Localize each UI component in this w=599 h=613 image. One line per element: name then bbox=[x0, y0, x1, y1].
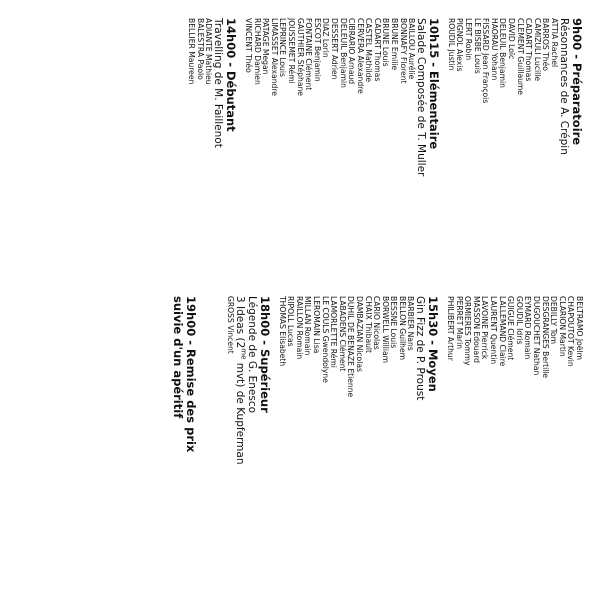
session-piece: Résonnances de A. Crépin bbox=[558, 18, 570, 155]
right-column bbox=[171, 296, 583, 596]
student-name: RICHARD Damien bbox=[252, 18, 262, 85]
session-moyen bbox=[277, 296, 440, 596]
student-name: BRUNE Louis bbox=[381, 18, 391, 67]
student-name: DESSERT Adrien bbox=[329, 18, 339, 80]
student-name: GROSS Vincent bbox=[226, 296, 235, 354]
student-name: BESSNE Louis bbox=[389, 296, 399, 349]
student-name: GOUDIL Idris bbox=[514, 296, 524, 345]
student-list bbox=[446, 18, 558, 318]
student-name: BONNAFY Florent bbox=[398, 18, 408, 84]
session-heading: 18h00 - Supérieur bbox=[258, 296, 272, 413]
student-name: CARIO Nicolas bbox=[372, 296, 382, 350]
student-name: BALESTRA Paolo bbox=[195, 18, 205, 80]
student-name: DAMBAZIAN Nicolas bbox=[354, 296, 364, 372]
student-name: DIAZ Lorin bbox=[321, 18, 331, 58]
student-name: FONTAINE Clément bbox=[304, 18, 314, 91]
student-name: BELTRAMO Joëlm bbox=[575, 296, 584, 361]
student-name: HAORAU Yohann bbox=[489, 18, 499, 81]
student-name: CIBRARIO Arnaud bbox=[347, 18, 357, 85]
student-name: CLARION Martin bbox=[557, 296, 567, 357]
student-list bbox=[187, 18, 213, 318]
student-name: DUHIL DE BENAZE Etienne bbox=[346, 296, 356, 398]
session-piece: Salade Composée de T. Muller bbox=[415, 18, 428, 177]
student-name: RIPOLL Lucas bbox=[286, 296, 296, 347]
student-name: ORMIERES Tommy bbox=[463, 296, 473, 366]
student-name: CHAIX Thibault bbox=[363, 296, 373, 353]
student-name: LAVOINE Pierrick bbox=[480, 296, 490, 360]
student-name: THOMAS Elisabeth bbox=[277, 296, 287, 367]
session-heading: 15h30 - Moyen bbox=[426, 296, 441, 392]
session-piece: 3 Ideas ($2^{me}$ mvt) de Kupferman bbox=[234, 296, 248, 465]
finale-line: 19h00 - Remise des prix bbox=[184, 296, 199, 453]
student-name: LALLEMAND Claire bbox=[497, 296, 507, 367]
student-name: RAILLON Romain bbox=[294, 296, 304, 360]
student-name: LE BISBE Louis bbox=[472, 18, 482, 74]
student-name: CADART Thomas bbox=[372, 18, 382, 82]
student-name: BELLON Guilhem bbox=[397, 296, 407, 361]
student-name: CERVERA Alexandre bbox=[355, 18, 365, 94]
student-name: FISSARD Jean François bbox=[481, 18, 491, 104]
session-elementaire bbox=[243, 18, 440, 318]
student-name: CADART Thomas bbox=[524, 18, 534, 82]
finale-line: suivie d'un apéritif bbox=[171, 296, 186, 419]
student-name: ROUDIL Justin bbox=[446, 18, 456, 71]
student-name: DAVID Loïc bbox=[507, 18, 517, 60]
student-name: CASTEL Mathilde bbox=[364, 18, 374, 83]
student-name: GUIGUE Clément bbox=[506, 296, 516, 361]
session-piece: Travelling de M. Faillenot bbox=[212, 18, 225, 148]
student-name: LABADENS Clément bbox=[337, 296, 347, 372]
student-name: CAMIZULI Lucille bbox=[532, 18, 542, 82]
student-name: PIGNOL Alexis bbox=[455, 18, 465, 72]
session-piece: Légende de G. Enesco bbox=[246, 296, 258, 414]
student-name: MILLAN Romain bbox=[303, 296, 313, 356]
closing-announcement bbox=[171, 296, 197, 596]
student-name: ATTIA Rachel bbox=[550, 18, 559, 68]
student-name: LE COULS Gwendolyne bbox=[320, 296, 330, 383]
student-list-continued bbox=[446, 296, 584, 596]
student-name: BARROS Théo bbox=[541, 18, 551, 71]
session-piece: Gin Fizz de P. Proust bbox=[414, 296, 427, 401]
student-list bbox=[243, 18, 415, 318]
student-name: LAURENT Quentin bbox=[489, 296, 499, 365]
student-name: PATAGE Megan bbox=[261, 18, 271, 75]
left-column bbox=[181, 18, 583, 318]
student-list bbox=[225, 296, 234, 596]
student-name: ADIANTE Mathieu bbox=[204, 18, 214, 85]
student-name: DUGOUCHET Nathan bbox=[532, 296, 542, 376]
student-name: BARBIER Nans bbox=[406, 296, 416, 351]
student-name: DEBILLY Tom bbox=[549, 296, 559, 344]
student-name: LIMASSET Alexandre bbox=[269, 18, 279, 96]
student-name: LEPRINCE Louis bbox=[278, 18, 288, 77]
student-name: LERT Robin bbox=[464, 18, 474, 61]
student-name: ESCOT Benjamin bbox=[312, 18, 322, 82]
student-name: BELLIER Maureen bbox=[187, 18, 197, 85]
student-name: JOUSSEMET Rémi bbox=[286, 18, 296, 84]
student-name: BAILLOU Aurélie bbox=[407, 18, 417, 80]
student-name: DESGRANGES Bertille bbox=[540, 296, 550, 379]
session-heading: 14h00 - Débutant bbox=[224, 18, 239, 132]
student-name: PHILIBERT Arthur bbox=[446, 296, 456, 361]
student-name: CHAPOUTOT Kevin bbox=[566, 296, 576, 367]
session-debutant bbox=[187, 18, 238, 318]
student-list bbox=[277, 296, 415, 596]
session-superieur bbox=[225, 296, 271, 596]
student-name: BORWELL William bbox=[380, 296, 390, 364]
session-heading: 9h00 - Préparatoire bbox=[570, 18, 584, 146]
student-name: BRUNE Emilie bbox=[390, 18, 400, 71]
student-name: PERRET Marin bbox=[454, 296, 464, 350]
student-name: MASSON Edouard bbox=[471, 296, 481, 363]
student-name: EYMARD Romain bbox=[523, 296, 533, 360]
student-name: LEROMAIN Lisa bbox=[311, 296, 321, 354]
student-name: DELEUIL Benjamin bbox=[338, 18, 348, 88]
student-name: DELEUIL Benjamin bbox=[498, 18, 508, 88]
student-name: VINCENT Théo bbox=[244, 18, 253, 73]
session-heading: 10h15 - Elémentaire bbox=[427, 18, 442, 150]
session-preparatoire bbox=[446, 18, 583, 318]
student-name: LAMORLETTE Rémi bbox=[329, 296, 339, 368]
student-name: GAUTHIER Stéphane bbox=[295, 18, 305, 96]
student-name: CLEMENT Guillaume bbox=[515, 18, 525, 95]
